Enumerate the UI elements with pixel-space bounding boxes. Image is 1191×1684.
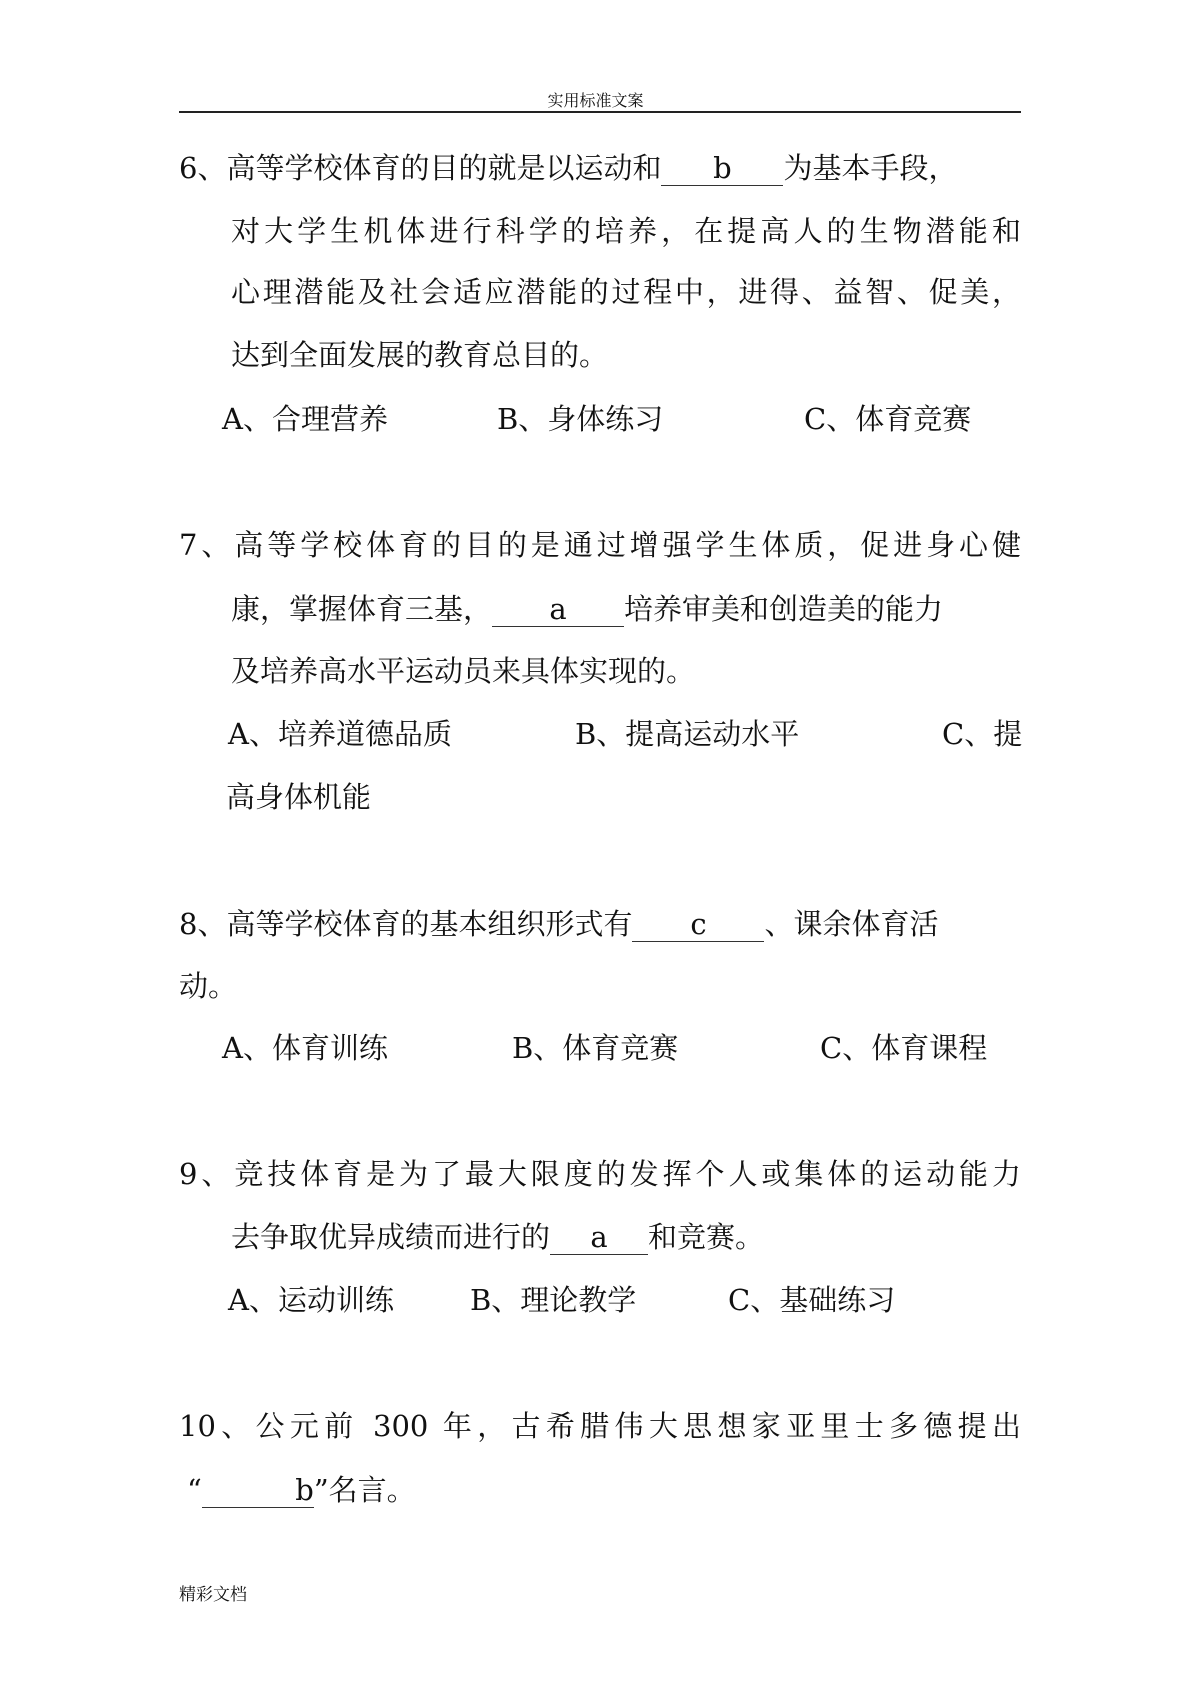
q6-option-b: B、身体练习 [497,402,664,436]
q7-text: 培养审美和创造美的能力 [624,592,944,626]
q8-line-2: 动。 [179,969,238,1003]
q10-line-1: 10、公元前 300 年，古希腊伟大思想家亚里士多德提出 [179,1409,1021,1443]
q6-line-1 [179,150,957,186]
q6-text: 为基本手段， [783,151,958,185]
q6-line-2: 对大学生机体进行科学的培养，在提高人的生物潜能和 [231,214,1021,248]
page-footer: 精彩文档 [179,1585,247,1605]
q7-option-c-continued: 高身体机能 [226,780,372,814]
q6-text: 6、高等学校体育的目的就是以运动和 [179,151,662,185]
q10-text: ”名言。 [313,1473,416,1507]
q6-option-a: A、合理营养 [222,402,388,436]
q7-option-a: A、培养道德品质 [228,717,452,751]
q9-answer-blank: a [550,1220,648,1255]
q9-option-a: A、运动训练 [228,1283,394,1317]
q9-line-2 [231,1219,764,1255]
q6-option-c: C、体育竞赛 [804,402,972,436]
q6-line-3: 心理潜能及社会适应潜能的过程中，进得、益智、促美， [231,275,1021,309]
q8-option-b: B、体育竞赛 [512,1031,679,1065]
q9-line-1: 9、竞技体育是为了最大限度的发挥个人或集体的运动能力 [179,1157,1021,1191]
q8-text: 8、高等学校体育的基本组织形式有 [179,907,633,941]
q7-option-b: B、提高运动水平 [575,717,800,751]
q8-line-1 [179,906,938,942]
q8-text: 、课余体育活 [764,907,939,941]
q8-option-a: A、体育训练 [222,1031,388,1065]
q6-line-4: 达到全面发展的教育总目的。 [231,338,609,372]
open-quote: “ [187,1473,202,1507]
q9-text: 去争取优异成绩而进行的 [231,1220,551,1254]
q7-option-c: C、提 [942,717,1023,751]
q7-text: 康，掌握体育三基， [231,592,493,626]
q6-answer-blank: b [661,151,783,186]
q7-line-1: 7、高等学校体育的目的是通过增强学生体质，促进身心健 [179,528,1021,562]
q10-line-2 [187,1472,416,1508]
q8-option-c: C、体育课程 [820,1031,988,1065]
q9-text: 和竞赛。 [648,1220,765,1254]
q7-line-3: 及培养高水平运动员来具体实现的。 [231,654,696,688]
header-rule [179,111,1021,113]
q7-line-2 [231,591,943,627]
q9-option-b: B、理论教学 [470,1283,637,1317]
page-header: 实用标准文案 [547,91,644,110]
q9-option-c: C、基础练习 [728,1283,896,1317]
q7-answer-blank: a [492,592,624,627]
q10-answer-blank: b [202,1473,314,1508]
q8-answer-blank: c [632,907,764,942]
